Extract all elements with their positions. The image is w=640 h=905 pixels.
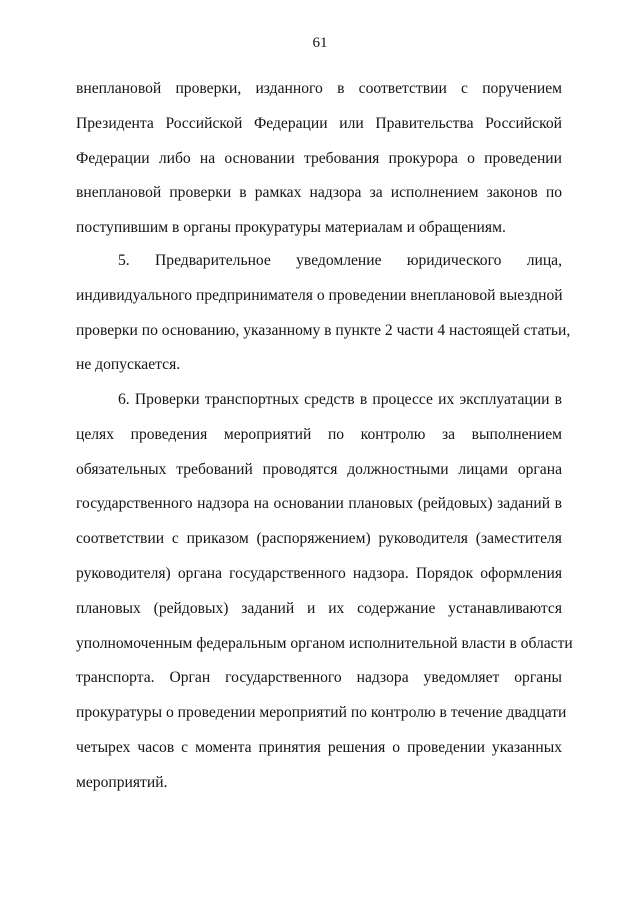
paragraph-6 xyxy=(76,383,573,801)
text-line: индивидуального предпринимателя о проведении внеплановой выездной xyxy=(76,286,563,304)
text-line: транспорта. Орган государственного надзора уведомляет органы xyxy=(76,669,562,687)
text-line: не допускается. xyxy=(76,356,181,374)
text-line: 5. Предварительное уведомление юридического лица, xyxy=(118,252,562,269)
text-line: проверки по основанию, указанному в пункте 2 части 4 настоящей статьи, xyxy=(76,321,571,339)
paragraph-continuation xyxy=(76,72,562,246)
text-line: целях проведения мероприятий по контролю за выполнением xyxy=(76,425,562,443)
text-line: прокуратуры о проведении мероприятий по контролю в течение двадцати xyxy=(76,704,567,722)
text-line: руководителя) органа государственного надзора. Порядок оформления xyxy=(76,564,562,582)
text-line: Президента Российской Федерации или Правительства Российской xyxy=(76,114,562,132)
text-line: обязательных требований проводятся должностными лицами органа xyxy=(76,460,562,478)
paragraph-5 xyxy=(76,244,571,383)
text-line: мероприятий. xyxy=(76,773,168,791)
text-line: государственного надзора на основании плановых (рейдовых) заданий в xyxy=(76,495,562,513)
text-line: соответствии с приказом (распоряжением) руководителя (заместителя xyxy=(76,530,562,548)
text-line: внеплановой проверки, изданного в соответствии с поручением xyxy=(76,80,562,97)
text-line: уполномоченным федеральным органом исполнительной власти в области xyxy=(76,634,573,652)
text-line: 6. Проверки транспортных средств в процессе их эксплуатации в xyxy=(118,391,562,408)
text-line: плановых (рейдовых) заданий и их содержание устанавливаются xyxy=(76,599,562,617)
text-line: Федерации либо на основании требования прокурора о проведении xyxy=(76,149,562,167)
page-number: 61 xyxy=(312,35,328,51)
text-line: поступившим в органы прокуратуры материалам и обращениям. xyxy=(76,219,506,237)
text-line: внеплановой проверки в рамках надзора за исполнением законов по xyxy=(76,184,562,202)
text-line: четырех часов с момента принятия решения о проведении указанных xyxy=(76,738,562,756)
